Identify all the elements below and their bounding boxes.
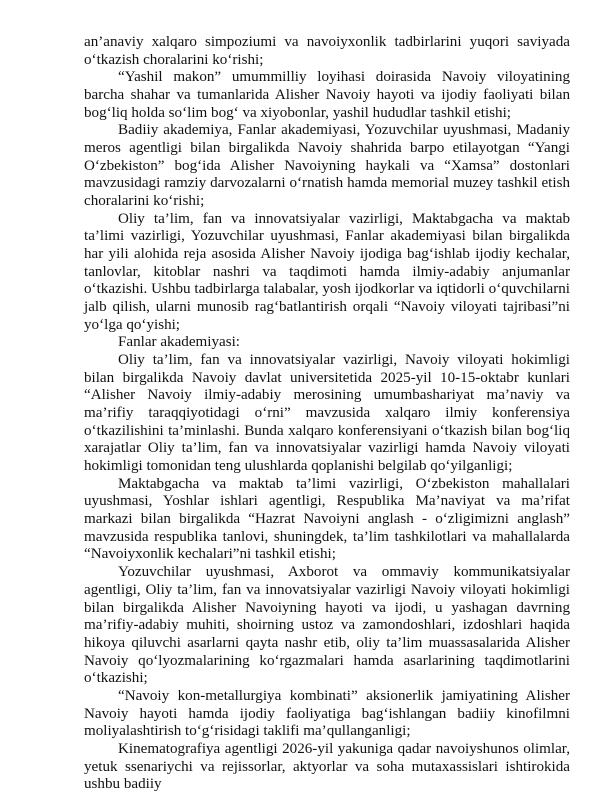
paragraph-xalqaro-konferensiya: Oliy ta’lim, fan va innovatsiyalar vazirligi, Navoiy viloyati hokimligi bilan birgalikda Navoiy davlat universitetida 2025-yil 10-15-oktabr kunlari “Alisher Navoiy ilmiy-adabiy merosining umumbashariyat ma’naviy va ma’rifiy taraqqiyotidagi o‘rni” mavzusida xalqaro ilmiy konferensiya o‘tkazilishini ta’minlashi. Bunda xalqaro konferensiyani o‘tkazish bilan bog‘liq xarajatlar Oliy ta’lim, fan va innovatsiyalar vazirligi hamda Navoiy viloyati hokimligi tomonidan teng ulushlarda qoplanishi belgilab qo‘yilganligi; (84, 352, 570, 475)
paragraph-yashil-makon: “Yashil makon” umummilliy loyihasi doirasida Navoiy viloyatining barcha shahar va tumanlarida Alisher Navoiy hayoti va ijodiy faoliyati bilan bog‘liq holda so‘lim bog‘ va xiyobonlar, yashil hududlar tashkil etishi; (84, 69, 570, 121)
paragraph-kinematografiya: Kinematografiya agentligi 2026-yil yakuniga qadar navoiyshunos olimlar, yetuk ssenariychi va rejissorlar, aktyorlar va soha mutaxassislari ishtirokida ushbu badiiy (84, 740, 570, 793)
document-page (84, 34, 570, 794)
paragraph-fanlar-akademiyasi-heading: Fanlar akademiyasi: (118, 334, 240, 351)
paragraph-badiiy-akademiya: Badiiy akademiya, Fanlar akademiyasi, Yozuvchilar uyushmasi, Madaniy meros agentligi bilan birgalikda Navoiy shahrida barpo etilayotgan “Yangi O‘zbekiston” bog‘ida Alisher Navoiyning haykali va “Xamsa” dostonlari mavzusidagi ramziy darvozalarni o‘rnatish hamda memorial muzey tashkil etish choralarini ko‘rishi; (84, 122, 570, 210)
paragraph-maktabgacha: Maktabgacha va maktab ta’limi vazirligi, O‘zbekiston mahallalari uyushmasi, Yoshlar ishlari agentligi, Respublika Ma’naviyat va ma’rifat markazi bilan birgalikda “Hazrat Navoiyni anglash - o‘zligimizni anglash” mavzusida respublika tanlovi, shuningdek, ta’lim tashkilotlari va mahallalarda “Navoiyxonlik kechalari”ni tashkil etishi; (84, 475, 570, 563)
paragraph-yozuvchilar: Yozuvchilar uyushmasi, Axborot va ommaviy kommunikatsiyalar agentligi, Oliy ta’lim, fan va innovatsiyalar vazirligi Navoiy viloyati hokimligi bilan birgalikda Alisher Navoiyning hayoti va ijodi, u yashagan davrning ma’rifiy-adabiy muhiti, shoirning ustoz va zamondoshlari, izdoshlari haqida hikoya qiluvchi asarlarni qayta nashr etib, oliy ta’lim muassasalarida Alisher Navoiy qo‘lyozmalarining ko‘rgazmalari hamda asarlarining taqdimotlarini o‘tkazishi; (84, 564, 570, 687)
paragraph-continuation: an’anaviy xalqaro simpoziumi va navoiyxonlik tadbirlarini yuqori saviyada o‘tkazish choralarini ko‘rishi; (84, 34, 570, 68)
paragraph-oliy-talim: Oliy ta’lim, fan va innovatsiyalar vazirligi, Maktabgacha va maktab ta’limi vazirligi, Yozuvchilar uyushmasi, Fanlar akademiyasi bilan birgalikda har yili alohida reja asosida Alisher Navoiy ijodiga bag‘ishlab ijodiy kechalar, tanlovlar, kitoblar nashri va taqdimoti hamda ilmiy-adabiy anjumanlar o‘tkazishi. Ushbu tadbirlarga talabalar, yosh ijodkorlar va iqtidorli o‘quvchilarni jalb qilish, ularni munosib rag‘batlantirish orqali “Navoiy viloyati tajribasi”ni yo‘lga qo‘yishi; (84, 210, 570, 333)
paragraph-kon-metallurgiya: “Navoiy kon-metallurgiya kombinati” aksionerlik jamiyatining Alisher Navoiy hayoti hamda ijodiy faoliyatiga bag‘ishlangan badiiy kinofilmni moliyalashtirish to‘g‘risidagi taklifi ma’qullanganligi; (84, 687, 570, 740)
